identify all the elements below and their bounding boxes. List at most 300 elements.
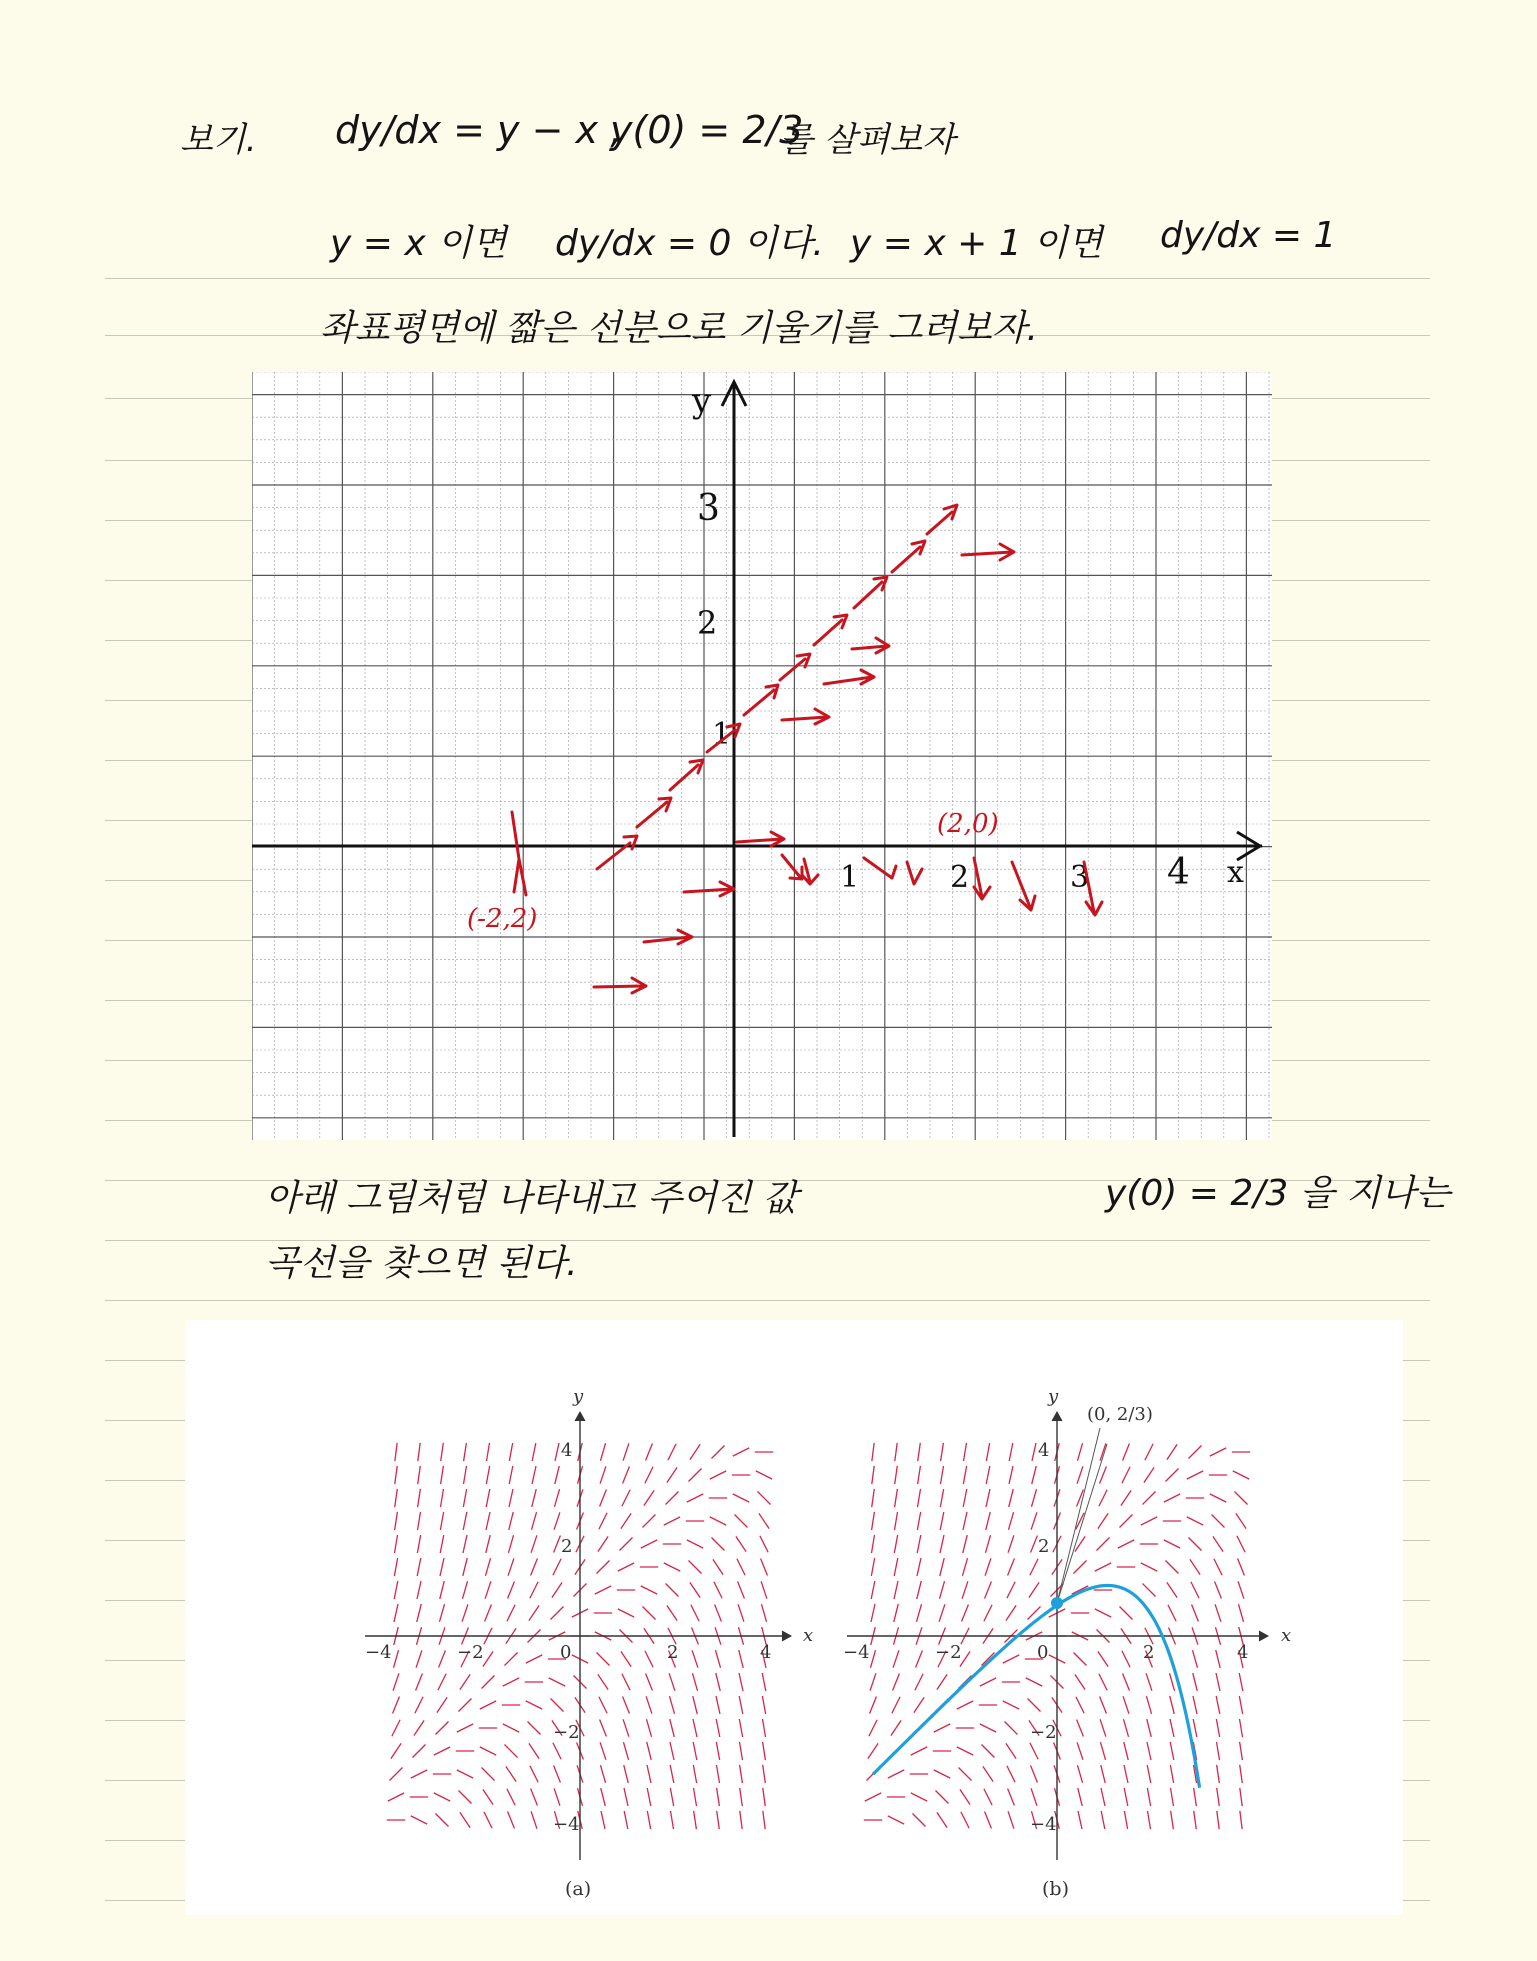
slope-segment [1215, 1604, 1221, 1621]
slope-segment [692, 1673, 697, 1691]
slope-segment [894, 1581, 898, 1599]
slope-segment [980, 1678, 996, 1686]
slope-segment [485, 1581, 491, 1598]
line5-text: 곡선을 찾으면 된다. [265, 1243, 578, 1284]
slope-segment [509, 1512, 513, 1530]
slope-segment [1192, 1604, 1199, 1621]
slope-segment [1006, 1605, 1016, 1620]
slope-segment [1099, 1674, 1107, 1690]
ruled-line [105, 1300, 1430, 1301]
slope-segment [645, 1467, 653, 1483]
slope-segment [872, 1489, 875, 1507]
slope-segment [1095, 1563, 1111, 1571]
slope-segment [394, 1581, 398, 1599]
slope-segment [1193, 1696, 1197, 1714]
slope-segment [916, 1604, 921, 1622]
slope-segment [1216, 1673, 1220, 1691]
slope-segment [939, 1581, 944, 1599]
slope-segment [600, 1742, 606, 1759]
slope-segment [647, 1765, 651, 1783]
slope-segment [1100, 1696, 1107, 1713]
slope-arrow [892, 541, 925, 572]
slope-segment [393, 1673, 399, 1690]
slope-segment [484, 1812, 492, 1828]
slope-segment [438, 1674, 446, 1690]
slope-segment [870, 1673, 876, 1690]
slope-segment [530, 1766, 538, 1782]
slope-segment [940, 1512, 944, 1530]
slope-segment [687, 1540, 703, 1548]
slope-segment [688, 1560, 701, 1573]
slope-segment [1213, 1536, 1223, 1551]
slope-segment [759, 1513, 769, 1528]
slope-segment [984, 1605, 992, 1621]
slope-segment [1077, 1719, 1084, 1736]
slope-segment [624, 1765, 628, 1783]
slope-segment [715, 1650, 720, 1668]
slope-segment [1031, 1535, 1038, 1552]
panel-b-xlabel: x [1281, 1625, 1292, 1646]
slope-segment [693, 1719, 697, 1737]
slope-segment [763, 1765, 766, 1783]
slope-segment [1078, 1811, 1082, 1829]
slope-segment [963, 1535, 967, 1553]
slope-segment [462, 1581, 467, 1599]
slope-segment [670, 1742, 674, 1760]
slope-segment [439, 1650, 446, 1667]
slope-segment [738, 1604, 744, 1621]
slope-segment [415, 1697, 423, 1713]
slope-arrow [852, 638, 889, 653]
slope-segment [417, 1604, 421, 1622]
slope-segment [554, 1765, 561, 1782]
slope-segment [394, 1558, 397, 1576]
slope-segment [527, 1721, 540, 1734]
slope-segment [1167, 1444, 1177, 1459]
slope-segment [668, 1444, 676, 1460]
panel-b-ytick: −4 [1030, 1814, 1057, 1835]
slope-segment [912, 1813, 925, 1826]
slope-segment [624, 1788, 628, 1806]
slope-segment [940, 1535, 944, 1553]
slope-segment [1240, 1811, 1242, 1829]
slope-segment [940, 1466, 943, 1484]
slope-segment [940, 1489, 943, 1507]
slope-segment [393, 1696, 400, 1713]
slope-segment [739, 1719, 742, 1737]
slope-segment [937, 1812, 947, 1827]
slope-segment [1216, 1742, 1219, 1760]
slope-segment [395, 1512, 398, 1530]
slope-segment [1119, 1606, 1132, 1619]
hand-sketch-graph [252, 372, 1272, 1140]
slope-segment [962, 1558, 967, 1576]
slope-segment [418, 1466, 421, 1484]
slope-segment [1238, 1604, 1243, 1622]
slope-segment [1076, 1697, 1084, 1713]
panel-a-axes [365, 1386, 813, 1900]
slope-segment [600, 1719, 607, 1736]
slope-segment [1031, 1788, 1037, 1805]
slope-segment [941, 1443, 944, 1461]
slope-segment [711, 1445, 724, 1458]
slope-segment [392, 1720, 400, 1736]
slope-segment [690, 1444, 700, 1459]
slope-segment [737, 1559, 745, 1575]
slope-segment [763, 1742, 766, 1760]
slope-segment [1146, 1696, 1151, 1714]
y-tick-label: 2 [697, 604, 718, 642]
slope-segment [690, 1582, 700, 1597]
slope-arrow [962, 544, 1014, 560]
y-axis-label: y [692, 381, 712, 421]
slope-segment [1008, 1788, 1015, 1805]
line4-part2: y(0) = 2/3 을 지나는 [1105, 1173, 1451, 1214]
slope-segment [395, 1489, 398, 1507]
slope-segment [895, 1443, 897, 1461]
slope-segment [441, 1466, 444, 1484]
slope-segment [457, 1770, 473, 1778]
slope-segment [1124, 1788, 1128, 1806]
slope-segment [1009, 1466, 1013, 1484]
slope-segment [756, 1471, 772, 1479]
slope-segment [391, 1743, 401, 1758]
slope-segment [710, 1517, 726, 1525]
slope-segment [1119, 1514, 1132, 1527]
slope-segment [1009, 1443, 1013, 1461]
slope-segment [600, 1443, 605, 1461]
slope-segment [1100, 1466, 1107, 1483]
slope-segment [1101, 1811, 1105, 1829]
slope-segment [716, 1696, 720, 1714]
slope-segment [894, 1512, 897, 1530]
slope-segment [734, 1514, 747, 1527]
slope-segment [935, 1790, 948, 1803]
slope-segment [895, 1489, 898, 1507]
slope-segment [1124, 1765, 1128, 1783]
example-label: 보기. [180, 120, 257, 160]
slope-segment [1078, 1788, 1082, 1806]
slope-segment [761, 1604, 766, 1622]
slope-segment [986, 1512, 990, 1530]
slope-segment [1008, 1535, 1014, 1552]
slope-segment [667, 1605, 677, 1620]
slope-segment [641, 1540, 657, 1548]
slope-segment [1239, 1673, 1243, 1691]
slope-segment [460, 1812, 470, 1827]
slope-segment [1101, 1788, 1105, 1806]
slope-segment [642, 1606, 655, 1619]
panel-b-xtick: 2 [1143, 1642, 1155, 1663]
panel-b-ytick: 2 [1038, 1536, 1050, 1557]
slope-segment [1167, 1582, 1177, 1597]
slope-segment [646, 1673, 653, 1690]
slope-segment [985, 1581, 992, 1598]
slope-segment [1030, 1743, 1038, 1759]
slope-segment [1211, 1514, 1224, 1527]
slope-segment [532, 1466, 536, 1484]
slope-arrow [907, 862, 922, 884]
slope-segment [917, 1512, 920, 1530]
slope-segment [411, 1770, 427, 1778]
slope-segment [716, 1765, 719, 1783]
slope-segment [1032, 1466, 1036, 1484]
slope-segment [434, 1793, 450, 1801]
slope-segment [1100, 1719, 1106, 1736]
slope-segment [986, 1443, 989, 1461]
slope-segment [486, 1466, 489, 1484]
slope-segment [508, 1811, 515, 1828]
slope-segment [509, 1466, 513, 1484]
slope-segment [529, 1743, 539, 1758]
slope-segment [869, 1720, 877, 1736]
slope-segment [1077, 1443, 1082, 1461]
slope-segment [463, 1489, 466, 1507]
slope-segment [871, 1558, 874, 1576]
line4-part1: 아래 그림처럼 나타내고 주어진 값 [265, 1178, 798, 1219]
slope-segment [1123, 1443, 1130, 1460]
slope-segment [554, 1535, 561, 1552]
slope-segment [985, 1558, 991, 1575]
slope-segment [394, 1604, 398, 1622]
slope-segment [1194, 1788, 1197, 1806]
slope-segment [762, 1719, 765, 1737]
point-annotation: (2,0) [937, 809, 999, 839]
slope-segment [1170, 1696, 1174, 1714]
slope-segment [1031, 1765, 1038, 1782]
slope-arrow [637, 798, 671, 827]
slope-segment [440, 1489, 443, 1507]
panel-a-xlabel: x [803, 1625, 814, 1646]
slope-segment [916, 1650, 923, 1667]
slope-segment [1210, 1448, 1226, 1456]
slope-segment [1122, 1651, 1130, 1667]
panel-b-ytick: 4 [1038, 1440, 1050, 1461]
slope-segment [483, 1789, 493, 1804]
slope-segment [667, 1467, 677, 1482]
slope-segment [600, 1489, 607, 1506]
slope-segment [600, 1466, 606, 1483]
slope-segment [1008, 1558, 1015, 1575]
slope-segment [411, 1816, 427, 1824]
slope-segment [1145, 1444, 1153, 1460]
slope-segment [1073, 1560, 1086, 1573]
slope-segment [416, 1650, 422, 1667]
slope-segment [918, 1443, 921, 1461]
slope-segment [1099, 1490, 1107, 1506]
slope-segment [507, 1605, 515, 1621]
slope-segment [462, 1604, 468, 1621]
slope-segment [417, 1581, 421, 1599]
slope-segment [1124, 1742, 1128, 1760]
slope-segment [670, 1811, 673, 1829]
slope-segment [1217, 1765, 1220, 1783]
slope-segment [934, 1724, 950, 1732]
slope-segment [894, 1558, 898, 1576]
slope-arrow [670, 760, 703, 790]
x-tick-label: 4 [1167, 852, 1190, 893]
slope-segment [1216, 1719, 1219, 1737]
slope-segment [939, 1604, 945, 1621]
slope-segment [1217, 1788, 1220, 1806]
slope-segment [618, 1563, 634, 1571]
slope-segment [1146, 1673, 1152, 1690]
slope-segment [985, 1535, 990, 1553]
slope-segment [963, 1512, 967, 1530]
slope-segment [507, 1789, 515, 1805]
panel-b-ylabel: y [1048, 1386, 1059, 1407]
slope-segment [480, 1701, 496, 1709]
slope-segment [868, 1743, 878, 1758]
slope-segment [1170, 1742, 1174, 1760]
slope-segment [621, 1651, 631, 1666]
slope-segment [740, 1811, 742, 1829]
slope-segment [1188, 1537, 1201, 1550]
slope-segment [1007, 1766, 1015, 1782]
slope-segment [458, 1790, 471, 1803]
slope-segment [395, 1466, 397, 1484]
slope-segment [693, 1742, 697, 1760]
slope-segment [717, 1788, 720, 1806]
slope-segment [733, 1494, 749, 1502]
slope-segment [553, 1743, 561, 1759]
slope-segment [1147, 1719, 1151, 1737]
line2-part3: y = x + 1 이면 [850, 223, 1103, 264]
panel-b-axes [843, 1386, 1291, 1900]
slope-segment [414, 1720, 424, 1735]
slope-segment [716, 1742, 719, 1760]
slope-segment [986, 1466, 990, 1484]
panel-a-xtick: −2 [457, 1642, 484, 1663]
slope-segment [917, 1489, 920, 1507]
slope-segment [986, 1489, 990, 1507]
slope-segment [646, 1696, 652, 1713]
slope-segment [716, 1719, 720, 1737]
x-tick-label: 1 [840, 860, 860, 895]
slope-segment [486, 1535, 490, 1553]
slope-segment [1164, 1540, 1180, 1548]
slope-segment [893, 1673, 900, 1690]
slope-segment [483, 1651, 493, 1666]
slope-segment [1003, 1655, 1019, 1663]
slope-segment [441, 1443, 444, 1461]
slope-segment [865, 1793, 881, 1801]
slope-segment [962, 1581, 968, 1598]
slope-segment [1026, 1678, 1042, 1686]
slope-segment [1240, 1788, 1242, 1806]
slope-segment [1075, 1674, 1085, 1689]
slope-segment [1095, 1609, 1111, 1617]
slope-segment [984, 1789, 992, 1805]
slope-segment [550, 1698, 563, 1711]
slope-segment [894, 1604, 898, 1622]
slope-segment [761, 1558, 768, 1575]
slope-segment [894, 1535, 897, 1553]
slope-arrow [684, 882, 734, 896]
slope-segment [1187, 1471, 1203, 1479]
slope-segment [647, 1811, 650, 1829]
slope-segment [509, 1489, 513, 1507]
slope-segment [1188, 1445, 1201, 1458]
slope-segment [957, 1747, 973, 1755]
slope-segment [937, 1674, 947, 1689]
slope-segment [1190, 1559, 1200, 1574]
slope-segment [1147, 1765, 1151, 1783]
panel-b-xtick: −2 [935, 1642, 962, 1663]
slope-segment [1098, 1651, 1108, 1666]
slope-segment [624, 1811, 628, 1829]
slope-segment [872, 1512, 875, 1530]
slope-segment [1240, 1742, 1243, 1760]
slope-segment [486, 1443, 489, 1461]
slope-segment [531, 1558, 538, 1575]
slope-segment [665, 1491, 678, 1504]
slope-segment [1118, 1540, 1134, 1548]
slope-segment [480, 1747, 496, 1755]
slope-arrow [597, 836, 637, 869]
slope-segment [554, 1489, 559, 1507]
slope-segment [1123, 1673, 1130, 1690]
slope-segment [870, 1696, 877, 1713]
slope-segment [600, 1765, 605, 1783]
slope-segment [485, 1604, 492, 1621]
slope-segment [985, 1811, 992, 1828]
slope-segment [1165, 1560, 1178, 1573]
slope-segment [416, 1673, 423, 1690]
slope-arrow [512, 812, 526, 895]
slope-arrow [824, 670, 874, 684]
panel-a-ylabel: y [573, 1386, 584, 1407]
ruled-line [105, 278, 1430, 279]
slope-segment [417, 1512, 420, 1530]
slope-segment [504, 1744, 517, 1757]
slope-segment [911, 1747, 927, 1755]
slope-segment [1238, 1558, 1245, 1575]
slope-segment [915, 1674, 923, 1690]
slope-segment [962, 1604, 969, 1621]
slope-segment [417, 1535, 420, 1553]
slope-segment [1077, 1765, 1082, 1783]
slope-segment [1123, 1719, 1128, 1737]
slope-segment [963, 1489, 967, 1507]
slope-segment [1007, 1582, 1015, 1598]
slope-segment [440, 1558, 444, 1576]
panel-a-xtick: −4 [365, 1642, 392, 1663]
slope-segment [1009, 1489, 1013, 1507]
panel-a-xtick: 4 [760, 1642, 772, 1663]
slope-segment [1100, 1742, 1105, 1760]
slope-segment [647, 1788, 651, 1806]
slope-segment [1236, 1513, 1246, 1528]
slope-segment [1075, 1536, 1085, 1551]
slope-segment [440, 1535, 444, 1553]
slope-segment [1239, 1696, 1242, 1714]
slope-segment [981, 1744, 994, 1757]
slope-segment [888, 1770, 904, 1778]
initial-condition: y(0) = 2/3 [610, 108, 804, 152]
slope-arrow [974, 858, 990, 899]
slope-segment [1003, 1701, 1019, 1709]
slope-arrows [512, 505, 1102, 993]
slope-segment [641, 1586, 657, 1594]
slope-segment [389, 1767, 402, 1780]
slope-segment [619, 1537, 632, 1550]
slope-segment [437, 1697, 447, 1712]
slope-segment [688, 1468, 701, 1481]
slope-segment [934, 1770, 950, 1778]
slope-segment [549, 1678, 565, 1686]
slope-segment [957, 1701, 973, 1709]
